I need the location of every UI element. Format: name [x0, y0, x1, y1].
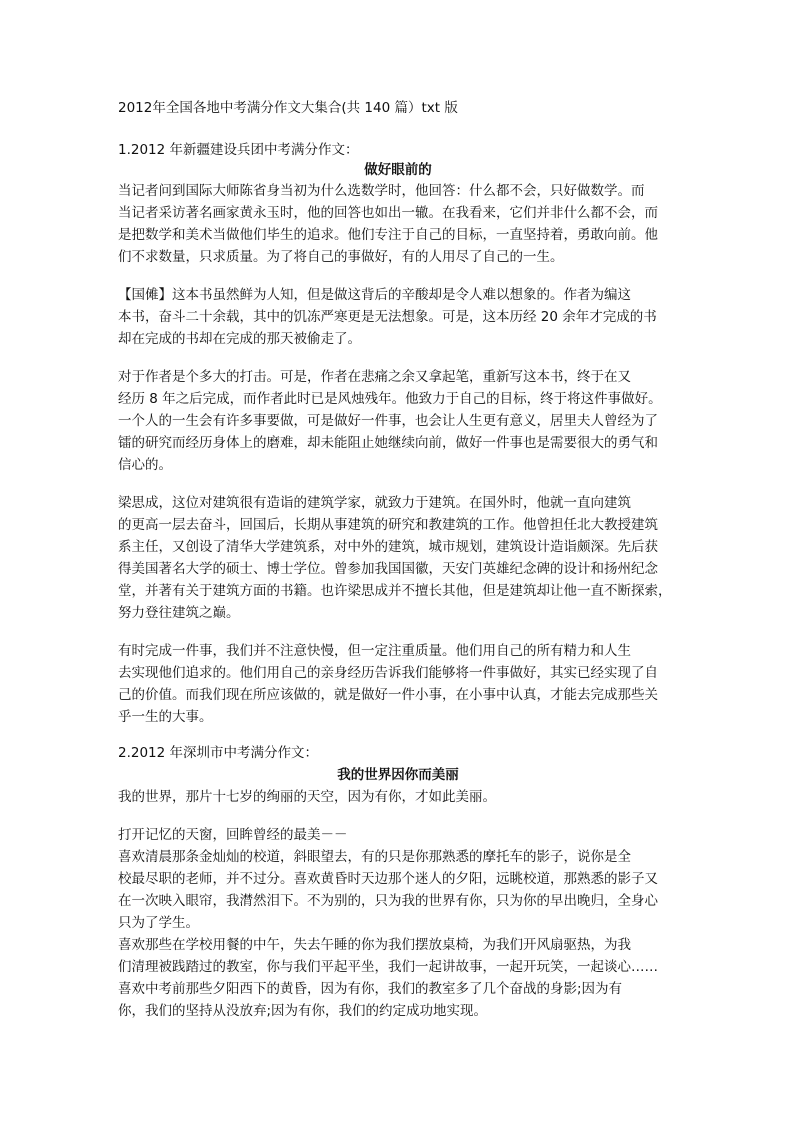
- essay1-line: 当记者采访著名画家黄永玉时，他的回答也如出一辙。在我看来，它们并非什么都不会，而: [118, 205, 658, 221]
- document-title: 2012年全国各地中考满分作文大集合(共 140 篇）txt 版: [118, 100, 458, 116]
- essay2-line: 校最尽职的老师，并不过分。喜欢黄昏时天边那个迷人的夕阳，远眺校道，那熟悉的影子又: [118, 871, 658, 887]
- essay1-line: 的更高一层去奋斗，回国后，长期从事建筑的研究和教建筑的工作。他曾担任北大教授建筑: [118, 517, 658, 533]
- essay1-line: 一个人的一生会有许多事要做，可是做好一件事，也会让人生更有意义，居里夫人曾经为了: [118, 413, 658, 429]
- essay1-line: 系主任，又创设了清华大学建筑系，对中外的建筑，城市规划，建筑设计造诣颇深。先后获: [118, 539, 658, 555]
- essay1-title: 做好眼前的: [364, 162, 432, 178]
- essay1-line: 信心的。: [118, 457, 172, 473]
- essay1-heading: 1.2012 年新疆建设兵团中考满分作文：: [118, 142, 359, 158]
- essay1-line: 努力登往建筑之巅。: [118, 605, 240, 621]
- essay2-line: 们清理被践踏过的教室，你与我们平起平坐，我们一起讲故事，一起开玩笑，一起谈心……: [118, 959, 658, 975]
- essay1-line: 却在完成的书却在完成的那天被偷走了。: [118, 331, 361, 347]
- essay2-line: 喜欢中考前那些夕阳西下的黄昏，因为有你，我们的教室多了几个奋战的身影;因为有: [118, 981, 623, 997]
- essay2-line: 我的世界，那片十七岁的绚丽的天空，因为有你，才如此美丽。: [118, 789, 496, 805]
- essay1-line: 镭的研究而经历身体上的磨难，却未能阻止她继续向前，做好一件事也是需要很大的勇气和: [118, 435, 658, 451]
- essay1-line: 堂，并著有关于建筑方面的书籍。也许梁思成并不擅长其他，但是建筑却让他一直不断探索，: [118, 583, 672, 599]
- essay1-line: 己的价值。而我们现在所应该做的，就是做好一件小事，在小事中认真，才能去完成那些关: [118, 687, 658, 703]
- essay1-line: 有时完成一件事，我们并不注意快慢，但一定注重质量。他们用自己的所有精力和人生: [118, 643, 631, 659]
- essay2-line: 你，我们的坚持从没放弃;因为有你，我们的约定成功地实现。: [118, 1003, 488, 1019]
- essay1-line: 乎一生的大事。: [118, 709, 213, 725]
- essay1-line: 【国傩】这本书虽然鲜为人知，但是做这背后的辛酸却是令人难以想象的。作者为编这: [118, 287, 631, 303]
- essay1-line: 去实现他们追求的。他们用自己的亲身经历告诉我们能够将一件事做好，其实已经实现了自: [118, 665, 658, 681]
- essay1-line: 们不求数量，只求质量。为了将自己的事做好，有的人用尽了自己的一生。: [118, 249, 564, 265]
- essay1-line: 对于作者是个多大的打击。可是，作者在悲痛之余又拿起笔，重新写这本书，终于在又: [118, 369, 631, 385]
- essay2-heading: 2.2012 年深圳市中考满分作文：: [118, 745, 319, 761]
- essay2-title: 我的世界因你而美丽: [337, 767, 459, 783]
- essay1-line: 梁思成，这位对建筑很有造诣的建筑学家，就致力于建筑。在国外时，他就一直向建筑: [118, 495, 631, 511]
- essay1-line: 是把数学和美术当做他们毕生的追求。他们专注于自己的目标，一直坚持着，勇敢向前。他: [118, 227, 658, 243]
- essay2-line: 只为了学生。: [118, 915, 199, 931]
- essay2-line: 喜欢那些在学校用餐的中午，失去午睡的你为我们摆放桌椅，为我们开风扇驱热，为我: [118, 937, 631, 953]
- essay1-line: 得美国著名大学的硕士、博士学位。曾参加我国国徽，天安门英雄纪念碑的设计和扬州纪念: [118, 561, 658, 577]
- essay1-line: 当记者问到国际大师陈省身当初为什么选数学时，他回答：什么都不会，只好做数学。而: [118, 183, 645, 199]
- essay1-line: 经历 8 年之后完成，而作者此时已是风烛残年。他致力于自己的目标，终于将这件事做好。: [118, 391, 662, 407]
- essay2-line: 打开记忆的天窗，回眸曾经的最美－－: [118, 827, 348, 843]
- essay1-line: 本书，奋斗二十余载，其中的饥冻严寒更是无法想象。可是，这本历经 20 余年才完成的书: [118, 309, 657, 325]
- essay2-line: 喜欢清晨那条金灿灿的校道，斜眼望去，有的只是你那熟悉的摩托车的影子，说你是全: [118, 849, 631, 865]
- essay2-line: 在一次映入眼帘，我潸然泪下。不为别的，只为我的世界有你，只为你的早出晚归，全身心: [118, 893, 658, 909]
